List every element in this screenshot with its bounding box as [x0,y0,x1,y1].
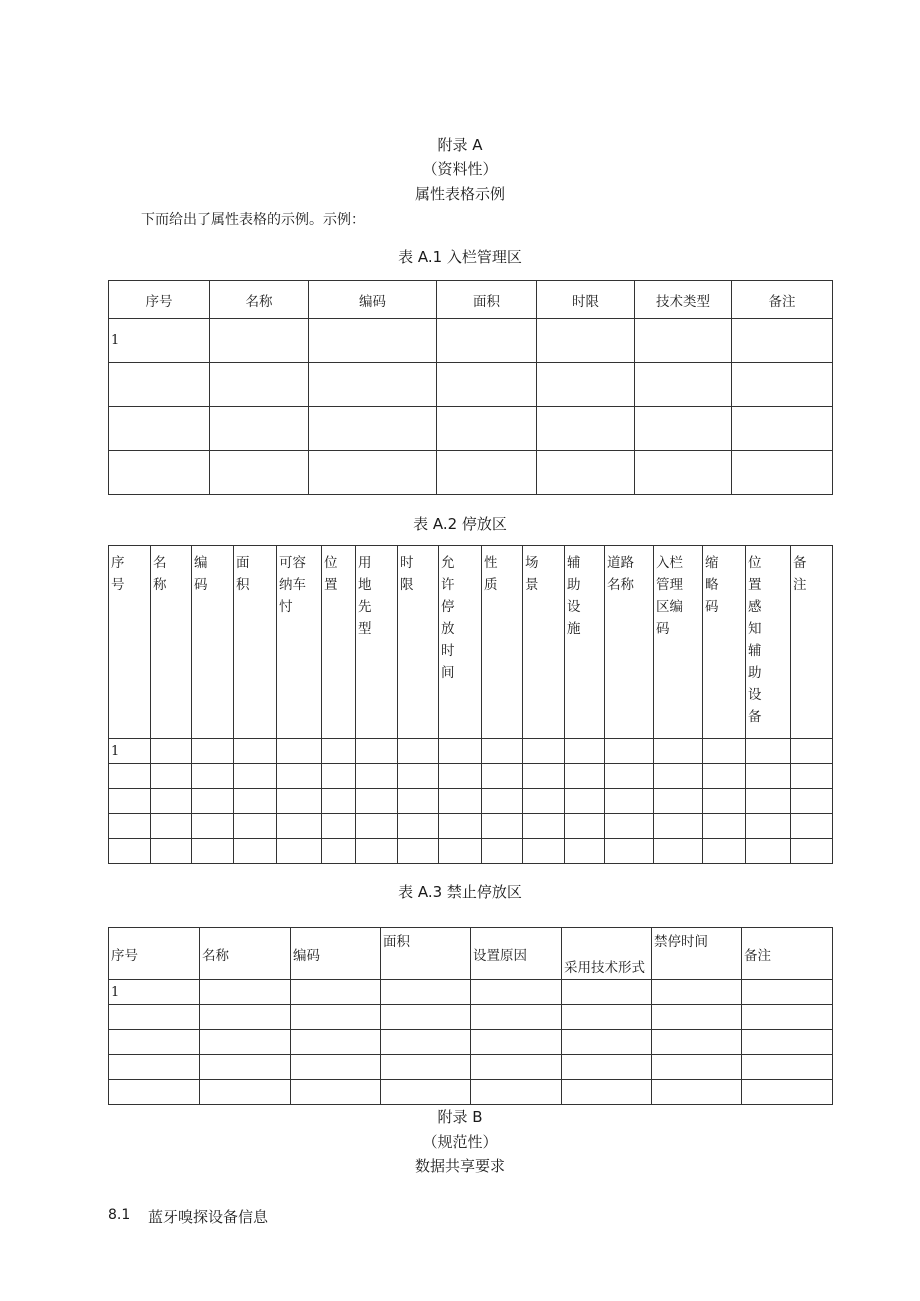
table-row [109,319,833,363]
table-cell [565,739,605,764]
table-cell [437,407,537,451]
table-cell [732,451,833,495]
table-cell [654,739,703,764]
table-cell [309,319,437,363]
table-cell [109,451,210,495]
table-a3 [108,927,833,1105]
table-cell [210,319,309,363]
appendix-b-subtitle: 数据共享要求 [414,1157,505,1175]
table-cell [703,739,746,764]
table-cell [742,980,833,1005]
table-cell [210,407,309,451]
table-cell [277,739,322,764]
section-title: 蓝牙嗅探设备信息 [148,1208,269,1226]
table-row [109,451,833,495]
col-header: 面 积 [234,546,277,739]
table-cell [381,980,471,1005]
table-row [109,1030,833,1055]
col-header: 备注 [742,928,833,980]
appendix-a-title: 附录 A [437,136,483,154]
col-header: 名称 [200,928,291,980]
table-cell [437,451,537,495]
table-cell [537,319,635,363]
table-cell [210,363,309,407]
table-a2-caption: 表 A.2 停放区 [413,515,507,533]
table-cell [746,739,791,764]
col-header: 名 称 [151,546,192,739]
col-header: 备注 [732,281,833,319]
table-row [109,980,833,1005]
row-index: 1 [109,739,151,764]
table-cell [732,319,833,363]
table-cell [562,980,652,1005]
col-header: 面积 [381,928,471,980]
table-cell [151,739,192,764]
table-cell [309,363,437,407]
appendix-b-nature: （规范性） [422,1133,498,1151]
table-cell [471,980,562,1005]
table-cell [439,739,482,764]
row-index: 1 [109,980,200,1005]
table-row [109,839,833,864]
table-cell [635,407,732,451]
table-cell [791,739,833,764]
col-header: 时限 [537,281,635,319]
table-a2 [108,545,833,864]
table-cell [398,739,439,764]
appendix-a-nature: （资料性） [422,160,498,178]
table-cell [356,739,398,764]
table-row [109,764,833,789]
col-header: 道路 名称 [605,546,654,739]
table-cell [732,363,833,407]
col-header: 编码 [309,281,437,319]
table-cell [192,739,234,764]
col-header: 缩 略 码 [703,546,746,739]
row-index: 1 [109,319,210,363]
table-header-row [109,928,833,980]
col-header: 采用技术形式 [562,928,652,980]
table-a1-caption: 表 A.1 入栏管理区 [398,248,522,266]
table-cell [605,739,654,764]
col-header: 禁停时间 [652,928,742,980]
col-header: 序 号 [109,546,151,739]
table-cell [309,451,437,495]
table-row [109,1055,833,1080]
section-number: 8.1 [108,1207,131,1223]
table-cell [635,363,732,407]
col-header: 允 许 停 放 时 间 [439,546,482,739]
col-header: 位 置 感 知 辅 助 设 备 [746,546,791,739]
table-cell [322,739,356,764]
col-header: 设置原因 [471,928,562,980]
table-cell [482,739,523,764]
table-row [109,814,833,839]
table-cell [635,451,732,495]
table-cell [635,319,732,363]
table-cell [523,739,565,764]
appendix-a-intro: 下而给出了属性表格的示例。示例： [141,212,365,228]
table-row [109,1080,833,1105]
table-cell [210,451,309,495]
table-cell [291,980,381,1005]
col-header: 面积 [437,281,537,319]
table-cell [437,319,537,363]
table-cell [200,980,291,1005]
col-header: 入栏 管理 区编 码 [654,546,703,739]
col-header: 辅 助 设 施 [565,546,605,739]
col-header: 场 景 [523,546,565,739]
table-cell [537,363,635,407]
col-header: 备 注 [791,546,833,739]
col-header: 位 置 [322,546,356,739]
table-row [109,739,833,764]
col-header: 名称 [210,281,309,319]
appendix-b-title: 附录 B [437,1108,483,1126]
table-row [109,1005,833,1030]
col-header: 性 质 [482,546,523,739]
table-row [109,789,833,814]
table-a3-caption: 表 A.3 禁止停放区 [398,883,522,901]
table-cell [109,363,210,407]
col-header: 序号 [109,281,210,319]
table-cell [537,407,635,451]
col-header: 可容 纳车 忖 [277,546,322,739]
col-header: 编 码 [192,546,234,739]
table-row [109,407,833,451]
col-header: 用 地 先 型 [356,546,398,739]
table-header-row [109,546,833,739]
table-cell [309,407,437,451]
table-row [109,363,833,407]
table-a1 [108,280,833,495]
col-header: 序号 [109,928,200,980]
table-cell [732,407,833,451]
appendix-a-subtitle: 属性表格示例 [414,185,505,203]
table-cell [652,980,742,1005]
table-cell [234,739,277,764]
table-cell [437,363,537,407]
col-header: 编码 [291,928,381,980]
table-cell [109,407,210,451]
table-header-row [109,281,833,319]
table-cell [537,451,635,495]
col-header: 时 限 [398,546,439,739]
col-header: 技术类型 [635,281,732,319]
